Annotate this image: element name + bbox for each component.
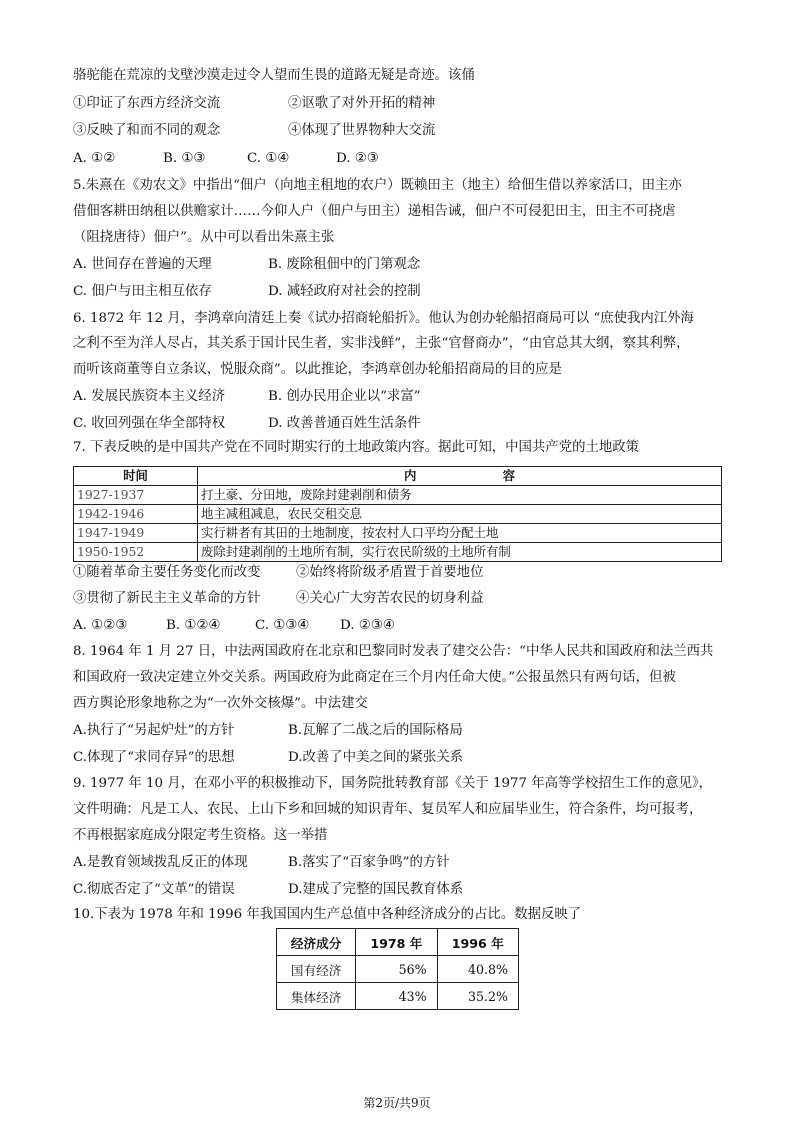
- q5-option-b: B. 废除租佃中的门第观念: [268, 257, 421, 272]
- header-content: 内 容: [198, 467, 722, 486]
- q4-statement-2: ②讴歌了对外开拓的精神: [288, 96, 436, 111]
- table-row: [277, 983, 519, 1010]
- q5-stem-line-3: （阻挠唐待）佃户”。从中可以看出朱熹主张: [73, 230, 335, 245]
- row-content: 实行耕者有其田的土地制度，按农村人口平均分配土地: [198, 524, 722, 543]
- table-row: [74, 543, 722, 562]
- q7-stem: 7. 下表反映的是中国共产党在不同时期实行的土地政策内容。据此可知，中国共产党的土地政策: [73, 440, 640, 455]
- q8-stem-line-2: 和国政府一致决定建立外交关系。两国政府为此商定在三个月内任命大使。”公报虽然只有两句话，但被: [73, 670, 676, 685]
- q6-stem-line-2: 之利不至为洋人尽占，其关系于国计民生者，实非浅鲜”，主张“官督商办”，“由官总其大纲，察其利弊，: [73, 336, 690, 351]
- q4-option-c: C. ①④: [247, 151, 290, 166]
- row-content: 地主减租减息，农民交租交息: [198, 505, 722, 524]
- page-footer: 第2页/共9页: [363, 1096, 431, 1110]
- row-sector: 国有经济: [277, 956, 356, 983]
- row-time: 1947-1949: [74, 524, 198, 543]
- q9-option-c: C.彻底否定了“文革”的错误: [73, 882, 235, 897]
- q7-statement-1: ①随着革命主要任务变化而改变: [73, 565, 261, 580]
- economy-share-table: [276, 928, 519, 1010]
- q4-option-d: D. ②③: [336, 151, 379, 166]
- table-row: [277, 956, 519, 983]
- row-time: 1942-1946: [74, 505, 198, 524]
- table-row: [74, 486, 722, 505]
- q7-option-c: C. ①③④: [255, 618, 310, 633]
- q9-option-a: A.是教育领域拨乱反正的体现: [73, 855, 248, 870]
- table-row: [74, 524, 722, 543]
- q7-option-a: A. ①②③: [73, 618, 128, 633]
- q7-statement-3: ③贯彻了新民主主义革命的方针: [73, 591, 261, 606]
- q9-option-b: B.落实了“百家争鸣”的方针: [288, 855, 450, 870]
- q6-stem-line-1: 6. 1872 年 12 月，李鸿章向清廷上奏《试办招商轮船折》。他认为创办轮船招商局可以 “庶使我内江外海: [73, 311, 694, 326]
- row-1996: 40.8%: [437, 956, 518, 983]
- q7-option-b: B. ①②④: [166, 618, 221, 633]
- q5-option-d: D. 减轻政府对社会的控制: [268, 284, 421, 299]
- q4-option-b: B. ①③: [163, 151, 206, 166]
- row-content: 打土豪、分田地，废除封建剥削和债务: [198, 486, 722, 505]
- q4-statement-4: ④体现了世界物种大交流: [288, 123, 436, 138]
- q8-option-a: A.执行了“另起炉灶”的方针: [73, 723, 235, 738]
- q6-option-b: B. 创办民用企业以“求富”: [268, 389, 421, 404]
- q4-statement-3: ③反映了和而不同的观念: [73, 123, 221, 138]
- q5-stem-line-2: 借佃客耕田纳租以供赡家计……今仰人户（佃户与田主）递相告诫，佃户不可侵犯田主，田主不可挠虐: [73, 204, 676, 219]
- q4-option-a: A. ①②: [73, 151, 116, 166]
- q6-option-a: A. 发展民族资本主义经济: [73, 389, 226, 404]
- q5-stem-line-1: 5.朱熹在《劝农文》中指出“佃户（向地主租地的农户）既赖田主（地主）给佃生借以养家活口，田主亦: [73, 178, 682, 193]
- row-1978: 56%: [356, 956, 437, 983]
- q8-option-b: B.瓦解了二战之后的国际格局: [288, 723, 463, 738]
- q5-option-a: A. 世间存在普遍的天理: [73, 257, 212, 272]
- row-sector: 集体经济: [277, 983, 356, 1010]
- q4-statement-1: ①印证了东西方经济交流: [73, 96, 221, 111]
- q4-stem-end: 骆驼能在荒凉的戈壁沙漠走过令人望而生畏的道路无疑是奇迹。该俑: [73, 68, 475, 83]
- q8-stem-line-1: 8. 1964 年 1 月 27 日，中法两国政府在北京和巴黎同时发表了建交公告：“中华人民共和国政府和法兰西共: [73, 644, 714, 659]
- q8-stem-line-3: 西方舆论形象地称之为“一次外交核爆”。中法建交: [73, 696, 368, 711]
- q7-statement-4: ④关心广大穷苦农民的切身利益: [296, 591, 484, 606]
- q9-stem-line-2: 文件明确：凡是工人、农民、上山下乡和回城的知识青年、复员军人和应届毕业生，符合条件，均可报考，: [73, 802, 703, 817]
- header-1978: 1978 年: [356, 929, 437, 956]
- q7-option-d: D. ②③④: [340, 618, 395, 633]
- header-sector: 经济成分: [277, 929, 356, 956]
- q9-stem-line-1: 9. 1977 年 10 月，在邓小平的积极推动下，国务院批转教育部《关于 1977 年高等学校招生工作的意见》，: [73, 776, 713, 791]
- q9-stem-line-3: 不再根据家庭成分限定考生资格。这一举措: [73, 828, 328, 843]
- q10-stem: 10.下表为 1978 年和 1996 年我国国内生产总值中各种经济成分的占比。数据反映了: [73, 907, 582, 922]
- table-row: [74, 505, 722, 524]
- header-1996: 1996 年: [437, 929, 518, 956]
- q6-stem-line-3: 而听该商董等自立条议，悦服众商”。以此推论，李鸿章创办轮船招商局的目的应是: [73, 362, 562, 377]
- q6-option-c: C. 收回列强在华全部特权: [73, 416, 226, 431]
- q9-option-d: D.建成了完整的国民教育体系: [288, 882, 464, 897]
- row-1996: 35.2%: [437, 983, 518, 1010]
- q5-option-c: C. 佃户与田主相互依存: [73, 284, 212, 299]
- table-header-row: [74, 467, 722, 486]
- header-time: 时间: [74, 467, 198, 486]
- row-content: 废除封建剥削的土地所有制，实行农民阶级的土地所有制: [198, 543, 722, 562]
- row-time: 1950-1952: [74, 543, 198, 562]
- q8-option-c: C.体现了“求同存异”的思想: [73, 750, 235, 765]
- row-time: 1927-1937: [74, 486, 198, 505]
- land-policy-table: [73, 466, 722, 562]
- row-1978: 43%: [356, 983, 437, 1010]
- q7-statement-2: ②始终将阶级矛盾置于首要地位: [296, 565, 484, 580]
- table-header-row: [277, 929, 519, 956]
- q8-option-d: D.改善了中美之间的紧张关系: [288, 750, 464, 765]
- q6-option-d: D. 改善普通百姓生活条件: [268, 416, 421, 431]
